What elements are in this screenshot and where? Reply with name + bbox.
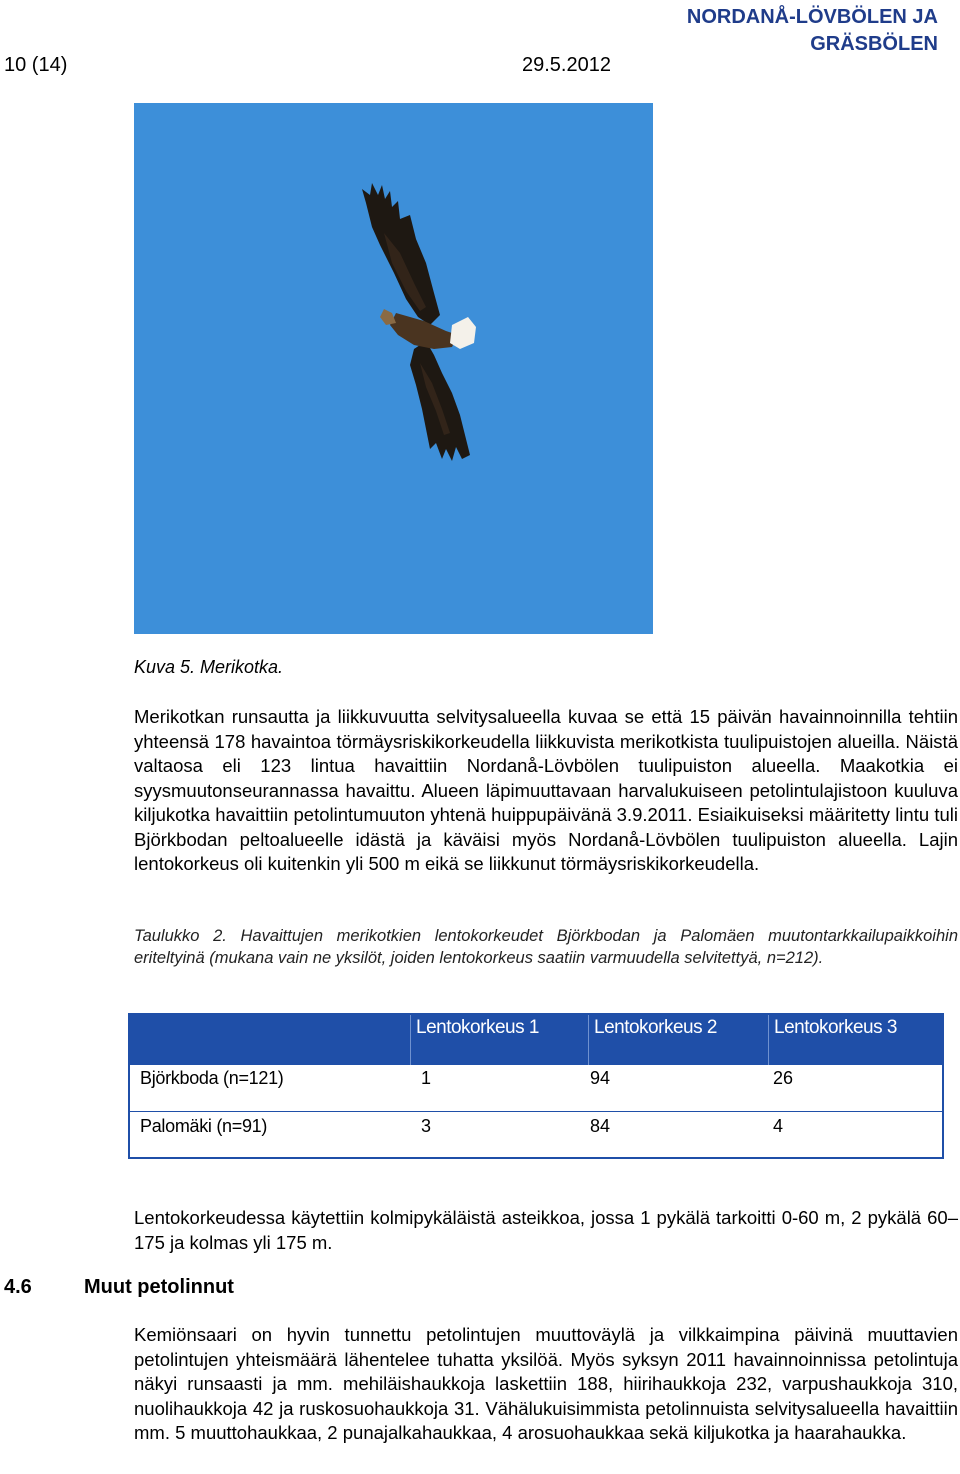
paragraph-raptor-migration: Kemiönsaari on hyvin tunnettu petolintujen muuttoväylä ja vilkkaimpina päivinä muuttavien petolintujen yhteismäärä lähentelee tuhatta yksilöä. Myös syksyn 2011 havainnoinnissa petolintuja näkyi runsaasti ja mm. mehiläishaukkoja laskettiin 188, hiirihaukkoja 232, varpushaukkoja 310, nuolihaukkoja 42 ja ruskosuohaukkoja 31. Vähälukuisimmista petolinnuista selvitysalueella havaittiin mm. 5 muuttohaukkaa, 2 punajalkahaukkaa, 4 arosuohaukkaa sekä kiljukotka ja haarahaukka. [134, 1324, 958, 1443]
paragraph-eagle-observations: Merikotkan runsautta ja liikkuvuutta selvitysalueella kuvaa se että 15 päivän havainnoinnilla tehtiin yhteensä 178 havaintoa törmäysriskikorkeudella liikkuvista merikotkista tuulipuistojen alueilla. Näistä valtaosa eli 123 lintua havaittiin Nordanå-Lövbölen tuulipuiston alueella. Maakotkia ei syysmuutonseurannassa havaittu. Alueen läpimuuttavaan harvalukuiseen petolintulajistoon kuuluva kiljukotka havaittiin petolintumuuton yhtenä huippupäivänä 3.9.2011. Esiaikuiseksi määritetty lintu tuli Björkbodan peltoalueelle idästä ja käväisi myös Nordanå-Lövbölen tuulipuiston alueella. Lajin lentokorkeus oli kuitenkin yli 500 m eikä se liikkunut törmäysriskikorkeudella. [134, 706, 958, 874]
cell-height-2: 94 [590, 1068, 611, 1088]
document-title: NORDANÅ-LÖVBÖLEN JA GRÄSBÖLEN [686, 6, 938, 55]
table-row [130, 1065, 942, 1112]
figure-caption: Kuva 5. Merikotka. [134, 657, 284, 677]
section-title: Muut petolinnut [84, 1276, 234, 1298]
table-header-row [130, 1015, 942, 1065]
column-header-height-1: Lentokorkeus 1 [410, 1015, 588, 1065]
section-heading [4, 1276, 234, 1299]
column-header-height-3: Lentokorkeus 3 [768, 1015, 942, 1065]
eagle-photo [134, 103, 653, 634]
cell-height-2: 84 [590, 1116, 611, 1136]
table-row [130, 1113, 942, 1159]
page-number: 10 (14) [4, 54, 68, 76]
row-label: Palomäki (n=91) [140, 1116, 268, 1136]
section-number: 4.6 [4, 1276, 32, 1298]
header-date: 29.5.2012 [522, 54, 611, 76]
white-tailed-eagle-image [134, 103, 653, 634]
cell-height-1: 3 [421, 1116, 432, 1136]
cell-height-1: 1 [421, 1068, 432, 1088]
page-header-left [4, 54, 611, 77]
paragraph-height-scale: Lentokorkeudessa käytettiin kolmipykäläistä asteikkoa, jossa 1 pykälä tarkoitti 0-60 m, 2 pykälä 60–175 ja kolmas yli 175 m. [134, 1207, 958, 1253]
cell-height-3: 4 [773, 1116, 784, 1136]
row-label: Björkboda (n=121) [140, 1068, 284, 1088]
table-caption: Taulukko 2. Havaittujen merikotkien lentokorkeudet Björkbodan ja Palomäen muutontarkkailupaikkoihin eriteltyinä (mukana vain ne yksilöt, joiden lentokorkeus saatiin varmuudella selvitettyä, n=212). [134, 927, 958, 967]
cell-height-3: 26 [773, 1068, 794, 1088]
flight-height-table [128, 1013, 944, 1159]
column-header-height-2: Lentokorkeus 2 [588, 1015, 768, 1065]
